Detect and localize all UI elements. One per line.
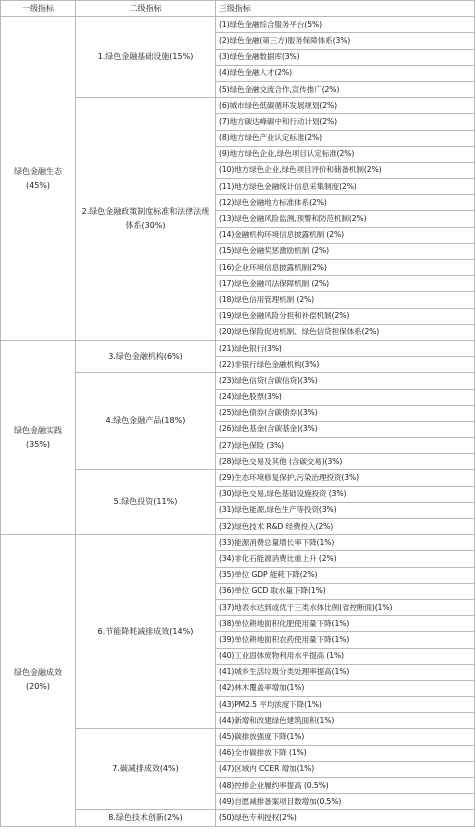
level3-cell: (45)碳排放强度下降(1%) [216,729,475,745]
level3-cell: (44)新增和改建绿色建筑面积(1%) [216,713,475,729]
level3-cell: (3)绿色金融数据库(3%) [216,49,475,65]
level3-cell: (23)绿色信贷(含碳信贷)(3%) [216,373,475,389]
level3-cell: (12)绿色金融地方标准体系(2%) [216,195,475,211]
level2-cell: 1.绿色金融基础设施(15%) [76,17,216,98]
level3-cell: (20)绿色保险促进机制、绿色信贷担保体系(2%) [216,324,475,340]
level2-cell: 8.绿色技术创新(2%) [76,810,216,826]
level3-cell: (4)绿色金融人才(2%) [216,65,475,81]
level3-cell: (40)工业固体废物利用水平提高 (1%) [216,648,475,664]
level3-cell: (38)单位耕地面积化肥使用量下降(1%) [216,616,475,632]
level3-cell: (50)绿色专利授权(2%) [216,810,475,826]
table-body [1,17,475,826]
level3-cell: (46)全市碳排放下降 (1%) [216,745,475,761]
level3-cell: (17)绿色金融司法保障机制 (2%) [216,276,475,292]
level3-cell: (14)金融机构环境信息披露机制 (2%) [216,227,475,243]
level1-weight: (45%) [25,180,51,190]
level1-name: 绿色金融实践 [14,425,62,435]
level2-cell: 5.绿色投资(11%) [76,470,216,535]
level3-cell: (31)绿色能源,绿色生产等投资(3%) [216,502,475,518]
level2-cell: 7.碳减排成效(4%) [76,729,216,810]
level3-cell: (7)地方碳达峰碳中和行动计划(2%) [216,114,475,130]
header-level1: 一级指标 [1,1,76,17]
level2-cell: 6.节能降耗减排成效(14%) [76,535,216,729]
level1-name: 绿色金融生态 [14,166,62,176]
table-row [1,340,475,356]
level3-cell: (18)绿色信用管理机制 (2%) [216,292,475,308]
header-level2: 二级指标 [76,1,216,17]
level2-cell: 4.绿色金融产品(18%) [76,373,216,470]
header-row [1,1,475,17]
table-row [1,17,475,33]
level1-name: 绿色金融成效 [14,668,62,678]
level3-cell: (43)PM2.5 平均浓度下降(1%) [216,697,475,713]
level3-cell: (36)单位 GCD 取水量下降(1%) [216,583,475,599]
level3-cell: (1)绿色金融综合服务平台(5%) [216,17,475,33]
level3-cell: (34)非化石能源消费比重上升 (2%) [216,551,475,567]
level3-cell: (11)地方绿色金融统计信息采集制度(2%) [216,179,475,195]
level3-cell: (10)地方绿色企业,绿色项目评价和储备机制(2%) [216,162,475,178]
table-header [1,1,475,17]
level3-cell: (39)单位耕地面积农药使用量下降(1%) [216,632,475,648]
table-row [1,535,475,551]
level3-cell: (24)绿色股票(3%) [216,389,475,405]
level2-cell: 3.绿色金融机构(6%) [76,340,216,372]
level3-cell: (32)绿色技术 R&D 经费投入(2%) [216,519,475,535]
level3-cell: (42)林木覆盖率增加(1%) [216,680,475,696]
level3-cell: (25)绿色债券(含碳债券)(3%) [216,405,475,421]
level3-cell: (27)绿色保险 (3%) [216,438,475,454]
level3-cell: (41)城乡生活垃圾分类处理率提高(1%) [216,664,475,680]
level2-cell: 2.绿色金融政策制度标准和法律法规体系(30%) [76,98,216,341]
level3-cell: (33)能源消费总量增长率下降(1%) [216,535,475,551]
level3-cell: (35)单位 GDP 能耗下降(2%) [216,567,475,583]
level3-cell: (2)绿色金融(第三方)服务保障体系(3%) [216,33,475,49]
level1-cell [1,17,76,341]
level3-cell: (8)地方绿色产业认定标准(2%) [216,130,475,146]
level1-cell [1,535,76,826]
level3-cell: (15)绿色金融奖惩激励机制 (2%) [216,243,475,259]
level3-cell: (6)城市绿色低碳循环发展规划(2%) [216,98,475,114]
level1-cell [1,340,76,534]
level3-cell: (49)自愿减排备案项目数增加(0.5%) [216,794,475,810]
level3-cell: (19)绿色金融风险分担和补偿机制(2%) [216,308,475,324]
level3-cell: (48)控排企业履约率提高 (0.5%) [216,778,475,794]
level3-cell: (26)绿色基金(含碳基金)(3%) [216,421,475,437]
level3-cell: (30)绿色交易,绿色基础设施投资 (3%) [216,486,475,502]
level3-cell: (9)地方绿色企业,绿色项目认定标准(2%) [216,146,475,162]
level3-cell: (21)绿色银行(3%) [216,340,475,356]
level1-weight: (35%) [25,439,51,449]
level3-cell: (29)生态环境修复保护,污染治理投资(3%) [216,470,475,486]
level3-cell: (16)企业环境信息披露机制(2%) [216,260,475,276]
level3-cell: (37)地表水达到或优于三类水体比例(省控断面)(1%) [216,599,475,615]
level3-cell: (22)非银行绿色金融机构(3%) [216,357,475,373]
level3-cell: (5)绿色金融交流合作,宣传推广(2%) [216,81,475,97]
level3-cell: (13)绿色金融风险监测,预警和防范机制(2%) [216,211,475,227]
level1-weight: (20%) [25,682,51,692]
header-level3: 三级指标 [216,1,475,17]
level3-cell: (47)区域内 CCER 增加(1%) [216,761,475,777]
level3-cell: (28)绿色交易及其他 (含碳交易)(3%) [216,454,475,470]
